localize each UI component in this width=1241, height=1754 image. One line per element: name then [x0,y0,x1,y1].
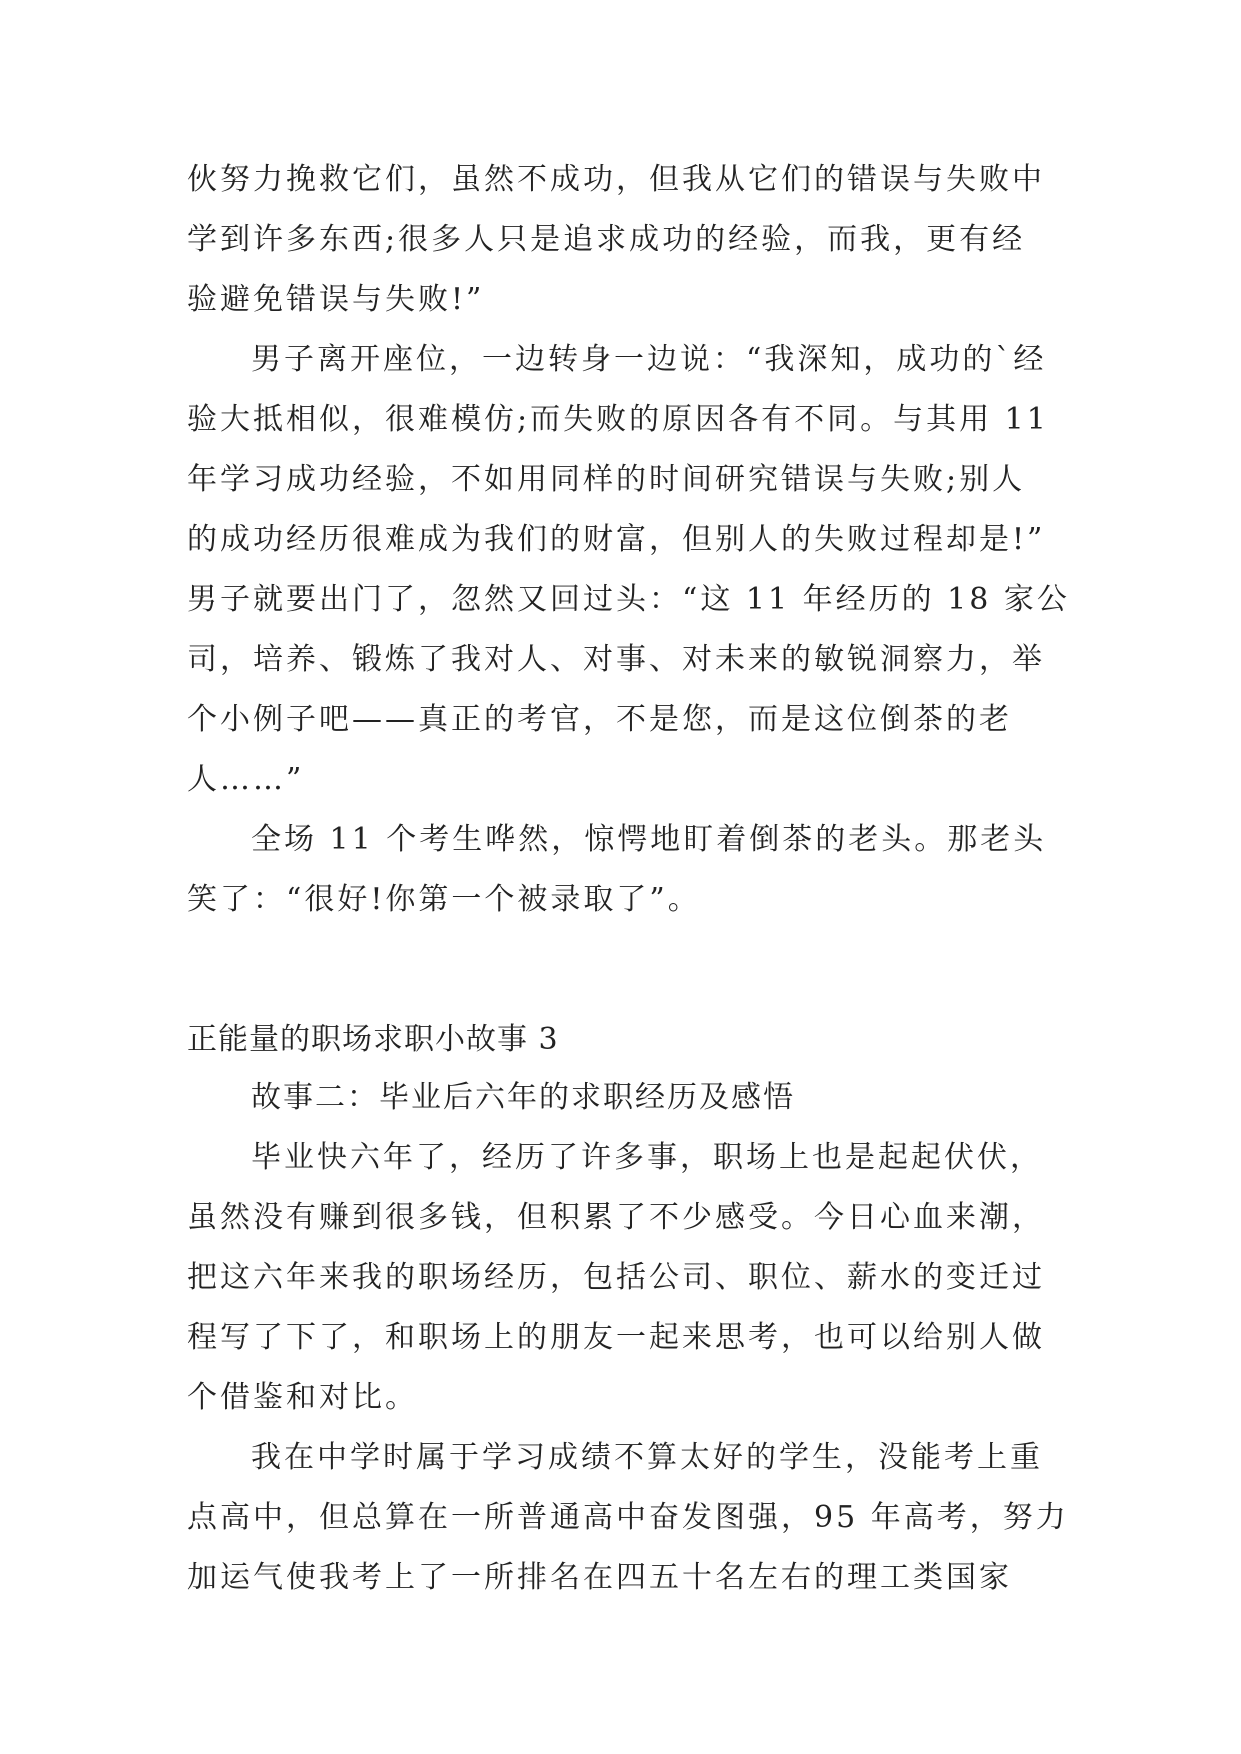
text-line: 个小例子吧——真正的考官，不是您，而是这位倒茶的老 [187,702,1012,737]
text-line: 点高中，但总算在一所普通高中奋发图强，95 年高考，努力 [187,1500,1069,1535]
text-line: 男子离开座位，一边转身一边说：“我深知，成功的`经 [251,342,1047,377]
text-line: 男子就要出门了，忽然又回过头：“这 11 年经历的 18 家公 [187,582,1070,617]
text-line: 全场 11 个考生哗然，惊愕地盯着倒茶的老头。那老头 [251,822,1047,857]
paragraph-1 [187,150,1057,330]
text-line: 年学习成功经验，不如用同样的时间研究错误与失败;别人 [187,462,1026,497]
document-body [187,150,1070,1608]
text-line: 程写了下了，和职场上的朋友一起来思考，也可以给别人做 [187,1320,1045,1355]
paragraph-2 [187,330,1070,810]
paragraph-3 [187,810,1057,930]
text-line: 人……” [187,762,305,797]
text-line: 验避免错误与失败!” [187,282,485,317]
section-title: 正能量的职场求职小故事 3 [187,1022,559,1057]
text-line: 加运气使我考上了一所排名在四五十名左右的理工类国家 [187,1560,1012,1595]
paragraph-5 [187,1428,1069,1608]
text-line: 伙努力挽救它们，虽然不成功，但我从它们的错误与失败中 [187,162,1045,197]
text-line: 把这六年来我的职场经历，包括公司、职位、薪水的变迁过 [187,1260,1045,1295]
text-line: 虽然没有赚到很多钱，但积累了不少感受。今日心血来潮， [187,1200,1045,1235]
text-line: 学到许多东西;很多人只是追求成功的经验，而我，更有经 [187,222,1026,257]
text-line: 验大抵相似，很难模仿;而失败的原因各有不同。与其用 11 [187,402,1049,437]
text-line: 司，培养、锻炼了我对人、对事、对未来的敏锐洞察力，举 [187,642,1045,677]
text-line: 毕业快六年了，经历了许多事，职场上也是起起伏伏， [251,1140,1043,1175]
text-line: 笑了：“很好!你第一个被录取了”。 [187,882,701,917]
story-subtitle: 故事二：毕业后六年的求职经历及感悟 [251,1080,795,1115]
text-line: 的成功经历很难成为我们的财富，但别人的失败过程却是!” [187,522,1046,557]
paragraph-4 [187,1128,1057,1428]
section-spacer [187,930,1057,1012]
text-line: 我在中学时属于学习成绩不算太好的学生，没能考上重 [251,1440,1043,1475]
text-line: 个借鉴和对比。 [187,1380,418,1415]
